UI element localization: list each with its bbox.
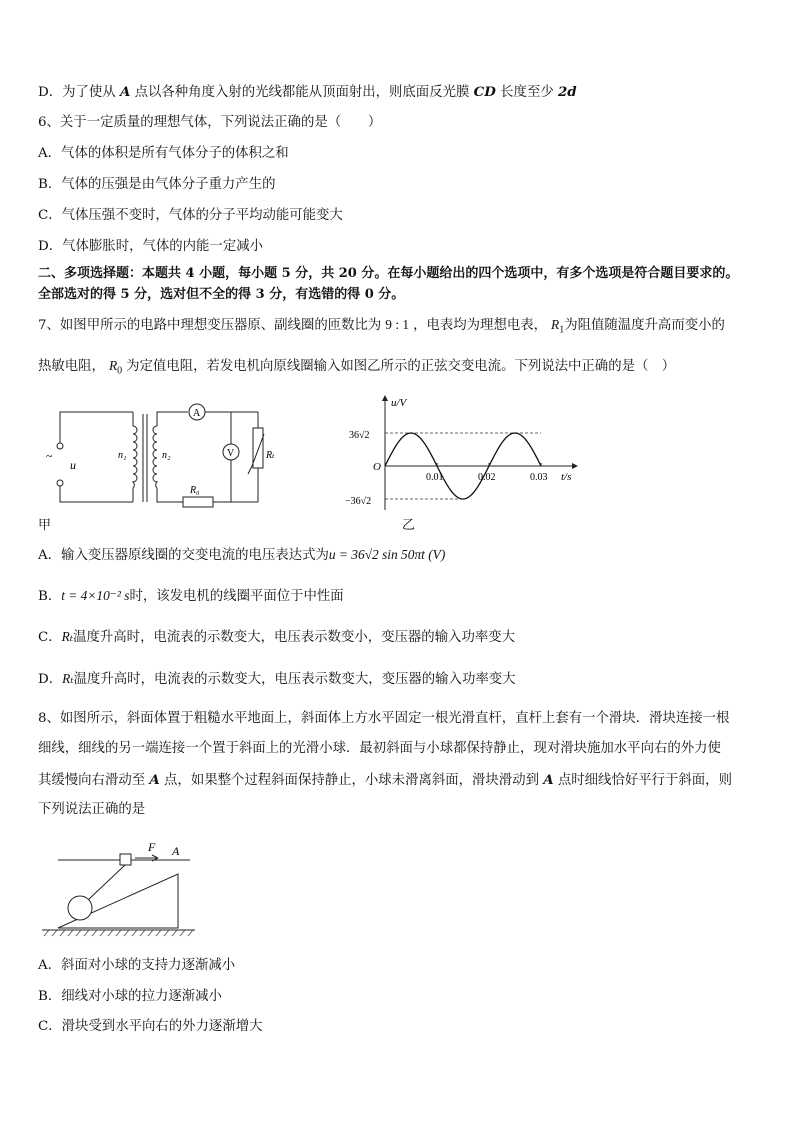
q8-incline-figure	[40, 836, 200, 938]
q8-stem-line3: 其缓慢向右滑动至 A 点，如果整个过程斜面保持静止，小球未滑离斜面，滑块滑动到 A 点时细线恰好平行于斜面，则	[38, 772, 732, 788]
q8-stem-line2: 细线，细线的另一端连接一个置于斜面上的光滑小球．最初斜面与小球都保持静止，现对滑块施加水平向右的外力使	[38, 741, 721, 756]
thermistor-label: Rₜ	[266, 450, 275, 461]
q8-stem-line4: 下列说法正确的是	[38, 802, 146, 817]
force-f-label: F	[148, 840, 156, 854]
q6-option-c: C．气体压强不变时，气体的分子平均动能可能变大	[38, 208, 343, 223]
resistor-r0-label: R₀	[190, 485, 200, 496]
figure-yi-label: 乙	[402, 518, 416, 533]
q8-stem-line1: 8、如图所示，斜面体置于粗糙水平地面上，斜面体上方水平固定一根光滑直杆，直杆上套有一个滑块．滑块连接一根	[38, 711, 730, 726]
x-tick-label: 0.02	[478, 472, 496, 483]
q7-option-d: D．Rₜ温度升高时，电流表的示数变大，电压表示数变大，变压器的输入功率变大	[38, 671, 516, 687]
point-a-label: A	[172, 844, 180, 858]
q7-circuit-figure	[38, 398, 288, 513]
svg-text:~: ~	[46, 449, 53, 463]
x-axis-label: t/s	[561, 471, 572, 483]
q6-stem: 6、关于一定质量的理想气体，下列说法正确的是（ ）	[38, 115, 382, 130]
q7-option-b: B．t = 4×10⁻² s时，该发电机的线圈平面位于中性面	[38, 588, 344, 604]
q6-option-a: A．气体的体积是所有气体分子的体积之和	[38, 146, 289, 161]
y-tick-peak: 36√2	[349, 430, 370, 441]
circuit-n1-label: n₁	[118, 450, 127, 461]
q7-option-c: C．Rₜ温度升高时，电流表的示数变大，电压表示数变小，变压器的输入功率变大	[38, 629, 516, 645]
section2-line1: 二、多项选择题：本题共 4 小题，每小题 5 分，共 20 分。在每小题给出的四个选项中，有多个选项是符合题目要求的。	[38, 266, 739, 281]
y-axis-label: u/V	[391, 397, 407, 409]
q8-option-c: C．滑块受到水平向右的外力逐渐增大	[38, 1019, 263, 1034]
ammeter-label: A	[193, 408, 201, 419]
circuit-u-label: u	[70, 458, 76, 472]
q7-sine-chart	[345, 392, 585, 517]
section2-line2: 全部选对的得 5 分，选对但不全的得 3 分，有选错的得 0 分。	[38, 287, 405, 302]
q7-stem-line1: 7、如图甲所示的电路中理想变压器原、副线圈的匝数比为 9 : 1 ，电表均为理想电表， $R_1$为阻值随温度升高而变小的	[38, 317, 725, 336]
q7-stem-line2: 热敏电阻， $R_0$ 为定值电阻，若发电机向原线圈输入如图乙所示的正弦交变电流。下列说法中正确的是（ ）	[38, 358, 676, 377]
voltmeter-label: V	[227, 448, 235, 459]
q7-option-a: A．输入变压器原线圈的交变电流的电压表达式为u = 36√2 sin 50πt (V)	[38, 547, 446, 563]
origin-label: O	[373, 461, 381, 473]
figure-jia-label: 甲	[38, 518, 52, 533]
y-tick-trough: −36√2	[345, 496, 372, 507]
q5-option-d: D．为了使从 A 点以各种角度入射的光线都能从顶面射出，则底面反光膜 CD 长度至少 2d	[38, 84, 577, 100]
q8-option-b: B．细线对小球的拉力逐渐减小	[38, 989, 222, 1004]
q6-option-d: D．气体膨胀时，气体的内能一定减小	[38, 239, 263, 254]
x-tick-label: 0.03	[530, 472, 548, 483]
q6-option-b: B．气体的压强是由气体分子重力产生的	[38, 177, 276, 192]
q8-option-a: A．斜面对小球的支持力逐渐减小	[38, 958, 236, 973]
circuit-n2-label: n₂	[162, 450, 171, 461]
x-tick-label: 0.01	[426, 472, 444, 483]
